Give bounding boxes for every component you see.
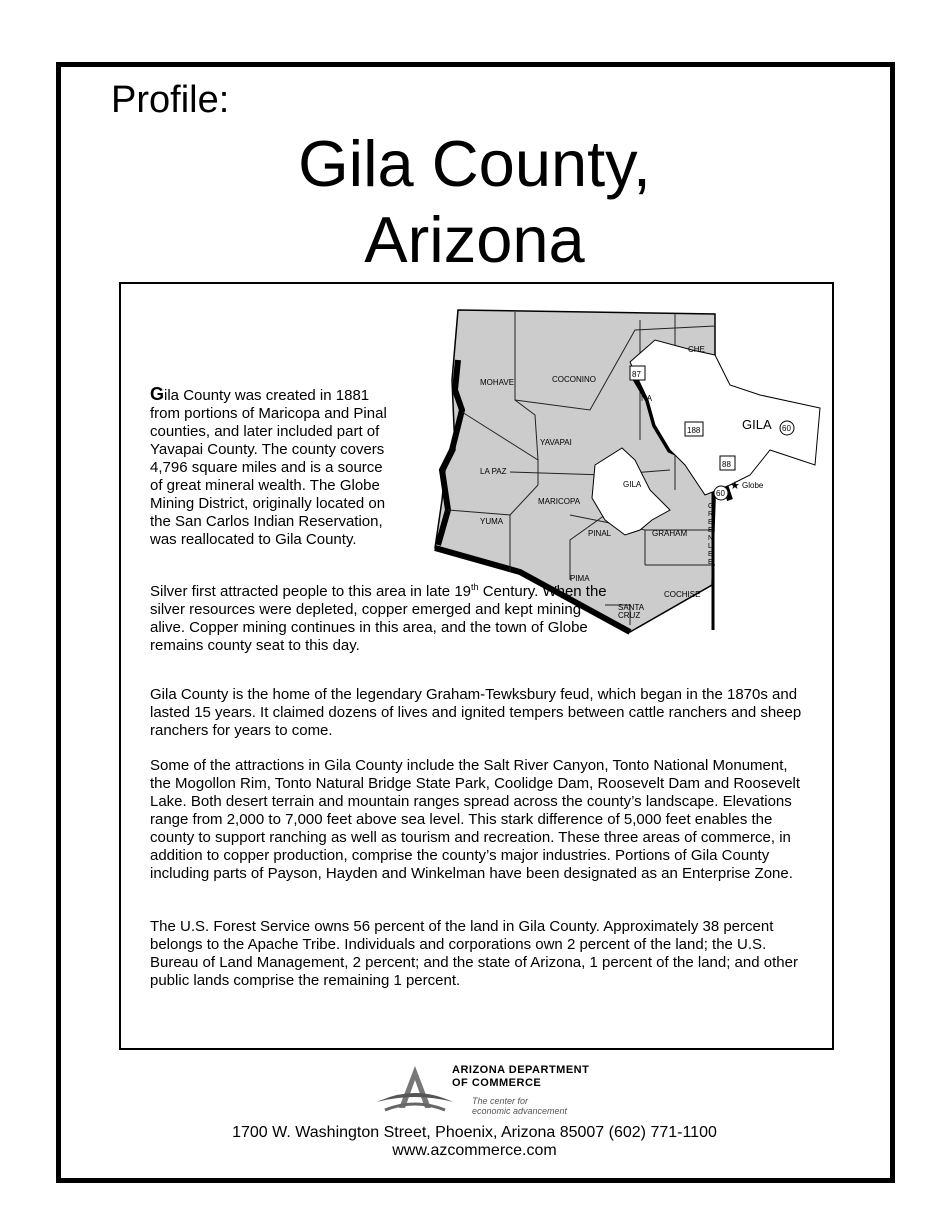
map-label-navajo: NA [641,394,653,403]
globe-star-icon: ★ [730,480,740,492]
map-label-mohave: MOHAVE [480,378,515,387]
svg-text:E: E [708,551,713,558]
map-label-la-paz: LA PAZ [480,467,507,476]
map-label-pima: PIMA [570,574,590,583]
map-label-cochise: COCHISE [664,590,701,599]
org-name [452,1064,589,1090]
route-88-shield [720,456,735,470]
paragraph-mining: Silver first attracted people to this area in late 19th Century. When the silver resources were depleted, copper emerged and kept mining alive. Copper mining continues in this area, and the town of Globe remains county seat to this day. [150,582,607,654]
map-label-globe: Globe [742,481,764,490]
map-label-pinal: PINAL [588,529,612,538]
svg-text:E: E [708,559,713,566]
route-60-shield-west [714,486,728,500]
svg-text:60: 60 [716,489,725,498]
map-label-apache: CHE [688,345,705,354]
footer-website-link[interactable]: www.azcommerce.com [392,1142,557,1159]
map-label-coconino: COCONINO [552,375,596,384]
svg-text:G: G [708,503,714,510]
svg-text:L: L [708,543,712,550]
org-name-line1: ARIZONA DEPARTMENT [452,1064,590,1076]
org-name-line2: OF COMMERCE [452,1077,542,1089]
paragraph-land-ownership: The U.S. Forest Service owns 56 percent of the land in Gila County. Approximately 38 percent belongs to the Apache Tribe. Individuals and corporations own 2 percent of the land; the U.S. Bureau of Land Management, 2 percent; and the state of Arizona, 1 percent of the land; and other public lands comprise the remaining 1 percent. [150,918,798,989]
svg-text:R: R [708,511,714,518]
svg-text:88: 88 [722,460,731,469]
route-60-shield-east [780,421,794,435]
drop-cap: G [150,384,165,404]
paragraph-history-text: ila County was created in 1881 from portions of Maricopa and Pinal counties, and later included part of Yavapai County. The county covers 4,796 square miles and is a source of great mineral wealth. The Globe Mining District, originally located on the San Carlos Indian Reservation, was reallocated to Gila County. [150,387,387,548]
page-title-line1: Gila County, [298,127,651,200]
svg-text:E: E [708,527,713,534]
svg-text:188: 188 [687,426,701,435]
route-87-shield [630,366,645,380]
map-label-gila-small: GILA [623,480,642,489]
greenlee-label [708,503,713,566]
page-title-line2: Arizona [364,203,585,276]
paragraph-feud: Gila County is the home of the legendary Graham-Tewksbury feud, which began in the 1870s and lasted 15 years. It claimed dozens of lives and ignited tempers between cattle ranchers and sheep ranchers for years to come. [150,686,802,739]
svg-text:E: E [708,519,713,526]
svg-text:N: N [708,535,714,542]
map-label-cruz: CRUZ [618,611,641,620]
org-tagline: The center for economic advancement [472,1096,568,1116]
map-label-graham: GRAHAM [652,529,688,538]
paragraph-history [150,385,395,549]
map-label-maricopa: MARICOPA [538,497,581,506]
svg-text:60: 60 [782,424,791,433]
paragraph-attractions: Some of the attractions in Gila County include the Salt River Canyon, Tonto National Monument, the Mogollon Rim, Tonto Natural Bridge State Park, Coolidge Dam, Roosevelt Dam and Roosevelt Lake. Both desert terrain and mountain ranges spread across the county’s landscape. Elevations range from 2,000 to 7,000 feet above sea level. This stark difference of 5,000 feet enables the county to support ranching as well as tourism and recreation. These three areas of commerce, in addition to copper production, comprise the county’s major industries. Portions of Gila County including parts of Payson, Hayden and Winkelman have been designated as an Enterprise Zone. [150,757,801,882]
profile-label: Profile: [111,79,230,121]
map-label-yavapai: YAVAPAI [540,438,572,447]
map-label-yuma: YUMA [480,517,504,526]
route-188-shield [685,422,703,436]
svg-text:87: 87 [632,370,641,379]
map-label-santa: SANTA [618,603,645,612]
map-label-gila-inset: GILA [742,417,772,432]
footer-address: 1700 W. Washington Street, Phoenix, Arizona 85007 (602) 771-1100 [232,1124,717,1141]
